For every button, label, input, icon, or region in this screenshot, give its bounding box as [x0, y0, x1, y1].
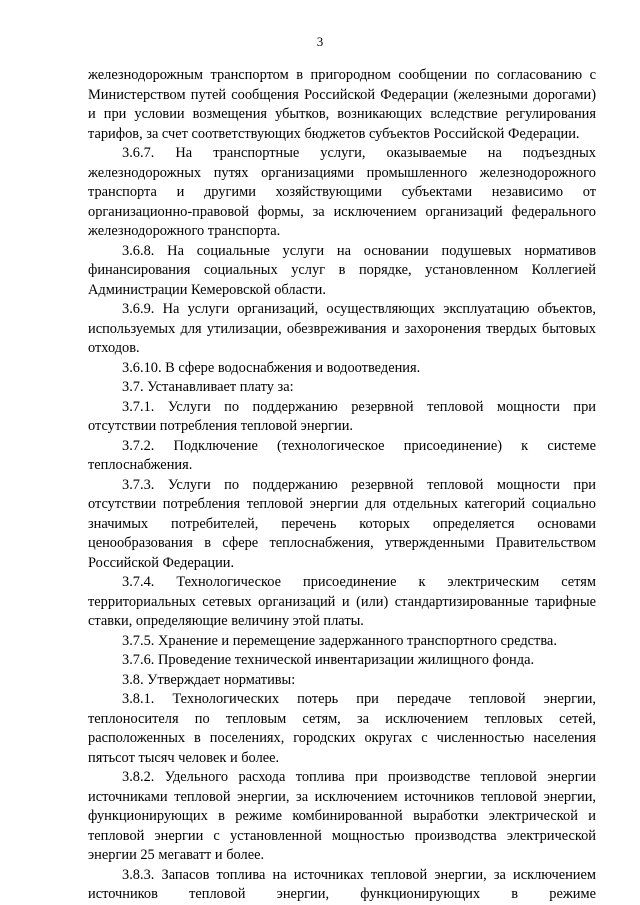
paragraph: 3.7. Устанавливает плату за:	[122, 379, 294, 395]
paragraph: 3.7.1. Услуги по поддержанию резервной тепловой мощности при отсутствии потребления тепловой энергии.	[88, 398, 596, 434]
paragraph: 3.7.4. Технологическое присоединение к электрическим сетям территориальных сетевых организаций и (или) стандартизированные тарифные ставки, определяющие величину этой платы.	[88, 574, 596, 629]
paragraph: 3.6.10. В сфере водоснабжения и водоотведения.	[122, 359, 421, 376]
paragraph: 3.6.7. На транспортные услуги, оказываемые на подъездных железнодорожных путях организациями промышленного железнодорожного транспорта и другими хозяйствующими субъектами независимо от организационно-правовой формы, за исключением организаций федерального железнодорожного транспорта.	[88, 145, 596, 239]
paragraph: 3.8.3. Запасов топлива на источниках тепловой энергии, за исключением источников тепловой энергии, функционирующих в режиме	[88, 866, 596, 902]
paragraph: 3.8.1. Технологических потерь при передаче тепловой энергии, теплоносителя по тепловым сетям, за исключением тепловых сетей, расположенных в поселениях, городских округах с численностью населения пятьсот тысяч человек и более.	[88, 691, 596, 766]
document-body	[88, 66, 596, 905]
paragraph: 3.6.9. На услуги организаций, осуществляющих эксплуатацию объектов, используемых для утилизации, обезвреживания и захоронения твердых бытовых отходов.	[88, 301, 596, 356]
paragraph: 3.7.6. Проведение технической инвентаризации жилищного фонда.	[122, 652, 535, 668]
paragraph: 3.7.2. Подключение (технологическое присоединение) к системе теплоснабжения.	[88, 437, 596, 473]
paragraph: 3.8. Утверждает нормативы:	[122, 671, 296, 688]
paragraph: 3.8.2. Удельного расхода топлива при производстве тепловой энергии источниками тепловой энергии, за исключением источников тепловой энергии, функционирующих в режиме комбинированной выработки электрической и тепловой энергии с установленной мощностью производства электрической энергии 25 мегаватт и более.	[88, 769, 596, 863]
paragraph: 3.6.8. На социальные услуги на основании подушевых нормативов финансирования социальных услуг в порядке, установленном Коллегией Администрации Кемеровской области.	[88, 242, 596, 298]
paragraph: 3.7.3. Услуги по поддержанию резервной тепловой мощности при отсутствии потребления тепловой энергии для отдельных категорий социально значимых потребителей, перечень которых определяется основами ценообразования в сфере теплоснабжения, утвержденными Правительством Российской Федерации.	[88, 476, 596, 571]
page-number: 3	[316, 34, 324, 49]
paragraph: железнодорожным транспортом в пригородном сообщении по согласованию с Министерством путей сообщения Российской Федерации (железными дорогами) и при условии возмещения убытков, возникающих вследствие регулирования тарифов, за счет соответствующих бюджетов субъектов Российской Федерации.	[88, 67, 596, 142]
paragraph: 3.7.5. Хранение и перемещение задержанного транспортного средства.	[122, 632, 557, 649]
